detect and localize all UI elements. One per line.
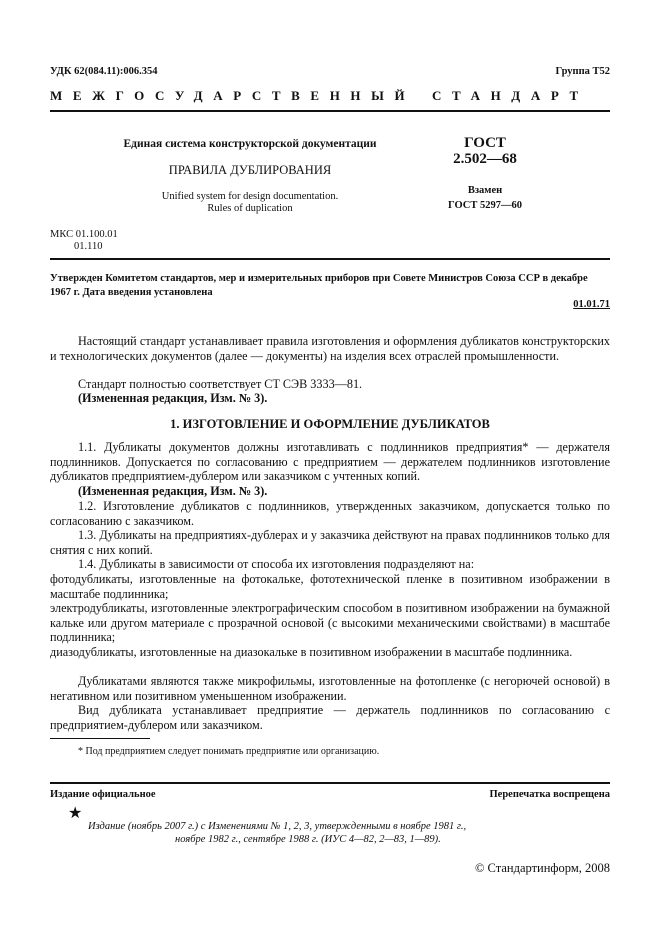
- edition-line-2: ноябре 1982 г., сентябре 1988 г. (ИУС 4—82, 2—83, 1—89).: [175, 834, 441, 845]
- header-rule: [50, 110, 610, 112]
- intro-compliance: Стандарт полностью соответствует СТ СЭВ 3333—81.: [78, 377, 363, 391]
- reprint-prohibited: Перепечатка воспрещена: [489, 789, 610, 800]
- banner-interstate: МЕЖГОСУДАРСТВЕННЫЙ: [50, 88, 416, 103]
- intro-change-note: (Измененная редакция, Изм. № 3).: [78, 391, 268, 405]
- edition-line-1: Издание (ноябрь 2007 г.) с Изменениями № 1, 2, 3, утвержденными в ноябре 1981 г.,: [88, 821, 467, 832]
- group-code: Группа Т52: [555, 66, 610, 77]
- clause-1-1: 1.1. Дубликаты документов должны изготавливать с подлинников предприятия* — держателя подлинников. Допускается по согласованию с предприятием — держателем подлинников изготовление дубликатов предприятием-дублером или заказчиком с учтенных копий.: [50, 440, 610, 484]
- clause-1-3: 1.3. Дубликаты на предприятиях-дублерах и у заказчика действуют на правах подлинников только для снятия с них копий.: [50, 528, 610, 557]
- duplicate-kind-paragraph: Вид дубликата устанавливает предприятие — держатель подлинников по согласованию с предприятием-дублером или заказчиком.: [50, 703, 610, 732]
- english-title-line1: Unified system for design documentation.: [161, 191, 339, 202]
- replaces-number: ГОСТ 5297—60: [448, 200, 522, 211]
- mks-second: 01.110: [74, 241, 103, 252]
- english-title-line2: Rules of duplication: [207, 203, 293, 214]
- gost-label: ГОСТ: [464, 135, 506, 151]
- effective-date: 01.01.71: [573, 299, 610, 310]
- system-name: Единая система конструкторской документации: [123, 138, 377, 150]
- official-edition: Издание официальное: [50, 789, 156, 800]
- list-item-photo-duplicates: фотодубликаты, изготовленные на фотокальке, фототехнической пленке в позитивном изображении в масштабе подлинника;: [50, 572, 610, 601]
- mks-label: МКС 01.100.01: [50, 229, 118, 240]
- copyright: © Стандартинформ, 2008: [474, 861, 610, 875]
- approval-text: Утвержден Комитетом стандартов, мер и измерительных приборов при Совете Министров Союза ССР в декабре 1967 г. Дата введения установлена: [50, 273, 588, 298]
- gost-number: 2.502—68: [453, 151, 517, 167]
- star-icon: ★: [68, 805, 83, 822]
- banner-standard: СТАНДАРТ: [432, 88, 589, 103]
- list-item-electro-duplicates: электродубликаты, изготовленные электрографическим способом в позитивном изображении на бумажной кальке или другом материале с прозрачной основой (с высокими механическими свойствами) в масштабе подлинника;: [50, 601, 610, 645]
- footer-rule: [50, 782, 610, 784]
- clause-1-1-change-note: (Измененная редакция, Изм. № 3).: [78, 484, 268, 498]
- footnote-rule: [50, 738, 150, 739]
- clause-1-4: 1.4. Дубликаты в зависимости от способа их изготовления подразделяют на:: [78, 557, 475, 571]
- document-title: ПРАВИЛА ДУБЛИРОВАНИЯ: [168, 163, 332, 177]
- title-block-rule: [50, 258, 610, 260]
- clause-1-2: 1.2. Изготовление дубликатов с подлинников, утвержденных заказчиком, допускается только по согласованию с заказчиком.: [50, 499, 610, 528]
- microfilm-paragraph: Дубликатами являются также микрофильмы, изготовленные на фотопленке (с негорючей основой) в негативном или позитивном уменьшенном изображении.: [50, 674, 610, 703]
- section-1-heading: 1. ИЗГОТОВЛЕНИЕ И ОФОРМЛЕНИЕ ДУБЛИКАТОВ: [170, 417, 490, 431]
- udk-code: УДК 62(084.11):006.354: [50, 66, 158, 77]
- replaces-label: Взамен: [467, 185, 503, 196]
- intro-paragraph: Настоящий стандарт устанавливает правила изготовления и оформления дубликатов конструкторских и технологических документов (далее — документы) на изделия всех отраслей промышленности.: [50, 334, 610, 363]
- list-item-diazo-duplicates: диазодубликаты, изготовленные на диазокальке в позитивном изображении в масштабе подлинника.: [50, 645, 573, 659]
- footnote: * Под предприятием следует понимать предприятие или организацию.: [78, 746, 380, 757]
